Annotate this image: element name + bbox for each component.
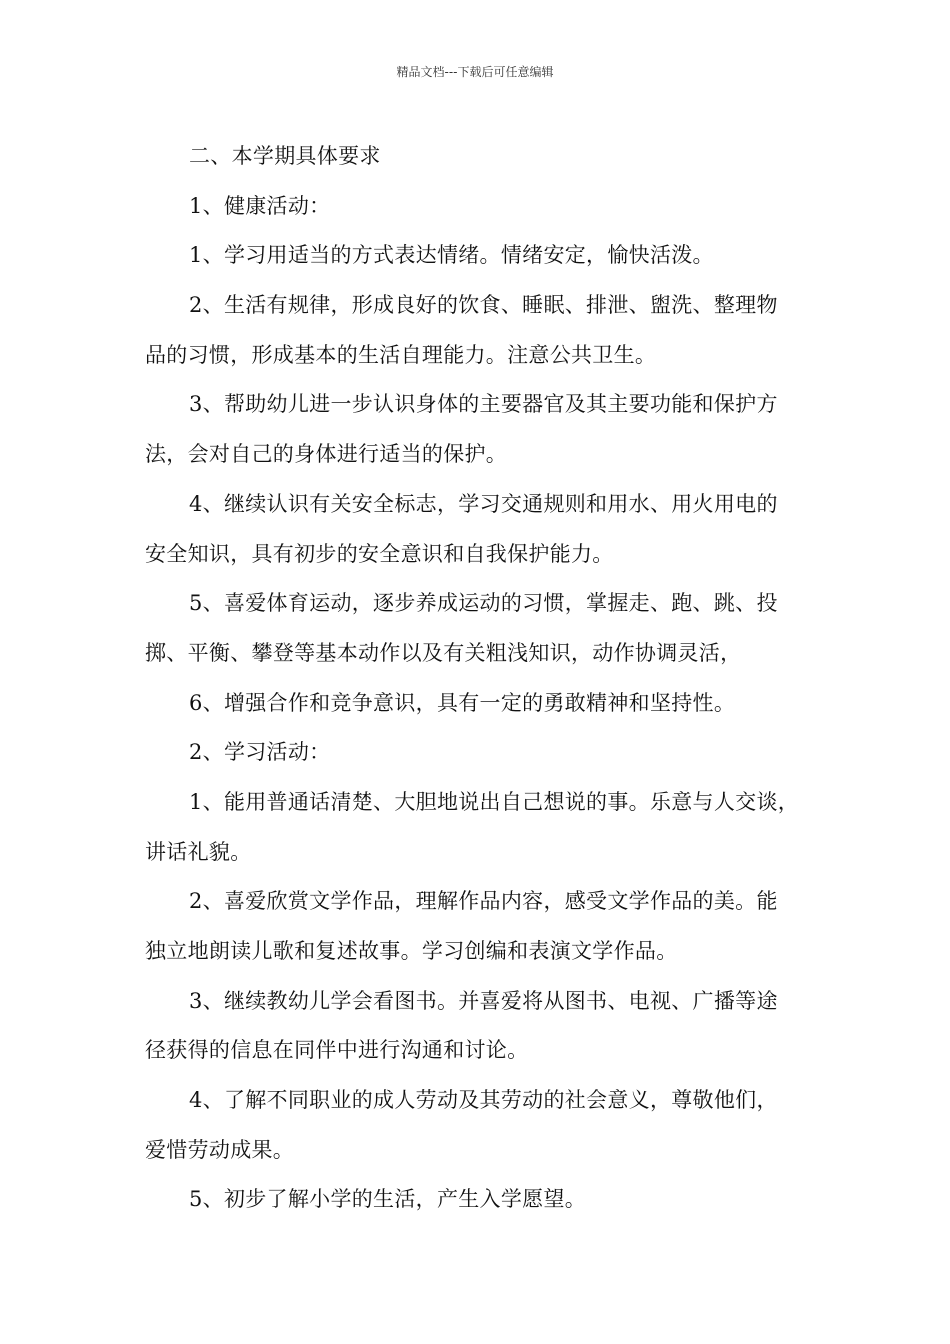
paragraph-line: 4、了解不同职业的成人劳动及其劳动的社会意义，尊敬他们， [189,1088,778,1113]
page-header: 精品文档---下载后可任意编辑 [396,65,554,79]
paragraph-line: 径获得的信息在同伴中进行沟通和讨论。 [145,1038,529,1063]
paragraph-line: 5、初步了解小学的生活，产生入学愿望。 [189,1187,587,1212]
paragraph-line: 3、帮助幼儿进一步认识身体的主要器官及其主要功能和保护方 [189,392,778,417]
paragraph-line: 品的习惯，形成基本的生活自理能力。注意公共卫生。 [145,342,657,367]
subsection-heading-learning: 2、学习活动： [189,740,331,765]
section-heading: 二、本学期具体要求 [189,144,381,168]
paragraph-line: 2、生活有规律，形成良好的饮食、睡眠、排泄、盥洗、整理物 [189,293,778,318]
paragraph-line: 6、增强合作和竞争意识，具有一定的勇敢精神和坚持性。 [189,690,736,715]
paragraph-line: 安全知识，具有初步的安全意识和自我保护能力。 [145,541,614,566]
paragraph-line: 讲话礼貌。 [145,839,252,864]
paragraph-line: 独立地朗读儿歌和复述故事。学习创编和表演文学作品。 [145,939,678,963]
paragraph-line: 掷、平衡、攀登等基本动作以及有关粗浅知识，动作协调灵活， [145,640,742,665]
paragraph-line: 1、学习用适当的方式表达情绪。情绪安定，愉快活泼。 [189,243,714,268]
paragraph-line: 1、能用普通话清楚、大胆地说出自己想说的事。乐意与人交谈， [189,789,800,814]
paragraph-line: 4、继续认识有关安全标志，学习交通规则和用水、用火用电的 [189,491,778,516]
paragraph-line: 3、继续教幼儿学会看图书。并喜爱将从图书、电视、广播等途 [189,988,778,1013]
paragraph-line: 5、喜爱体育运动，逐步养成运动的习惯，掌握走、跑、跳、投 [189,591,778,616]
paragraph-line: 爱惜劳动成果。 [145,1137,295,1162]
document-body [145,132,815,1225]
paragraph-line: 2、喜爱欣赏文学作品，理解作品内容，感受文学作品的美。能 [189,889,778,914]
subsection-heading-health: 1、健康活动： [189,193,331,218]
paragraph-line: 法，会对自己的身体进行适当的保护。 [145,442,508,467]
